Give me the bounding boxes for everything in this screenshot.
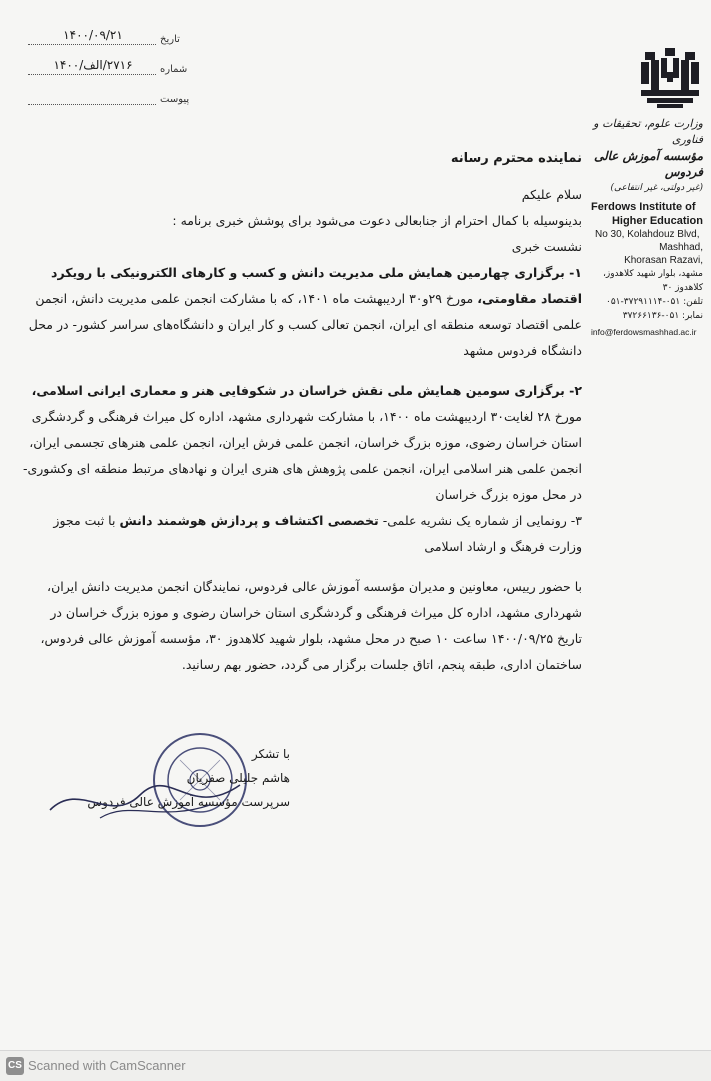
email: info@ferdowsmashhad.ac.ir: [591, 327, 697, 337]
address-en-1: No 30, Kolahdouz Blvd,: [595, 229, 700, 240]
intro: بدینوسیله با کمال احترام از جنابعالی دعوت می‌شود برای پوشش خبری برنامه :: [172, 213, 582, 228]
agenda-item-2-title: ۲- برگزاری سومین همایش ملی نقش خراسان در شکوفایی هنر و معماری ایرانی اسلامی،: [31, 383, 582, 398]
handwritten-signature-icon: [40, 770, 260, 830]
institute-name-en-2: Higher Education: [611, 215, 703, 227]
letterhead: [591, 46, 703, 337]
closing-paragraph: با حضور رییس، معاونین و مدیران مؤسسه آموزش عالی فردوس، نمایندگان انجمن مدیریت دانش ایران، شهرداری مشهد، اداره کل میراث فرهنگی و گردشگری استان خراسان رضوی و موزه بزرگ خراسان در تاریخ ۱۴۰۰/۰۹/۲۵ ساعت ۱۰ صبح در محل مشهد، بلوار شهید کلاهدوز ۳۰، مؤسسه آموزش عالی فردوس، ساختمان اداری، طبقه پنجم، اتاق جلسات برگزار می گردد، حضور بهم رسانید.: [40, 579, 582, 672]
attachment-row: [28, 88, 198, 118]
addressee: نماینده محترم رسانه: [450, 151, 582, 166]
agenda-item-3-text: با ثبت مجوز وزارت فرهنگ و ارشاد اسلامی: [53, 513, 582, 554]
institute-name-fa: مؤسسه آموزش عالی فردوس: [593, 149, 703, 179]
number-label: شماره: [160, 64, 188, 75]
signatory-name: هاشم جلیلی صفریان: [186, 771, 290, 785]
fax: نمابر: ۰۵۱-۳۷۲۶۶۱۳۶: [622, 311, 703, 321]
date-row: [28, 28, 198, 58]
agenda-item-1-title: ۱- برگزاری چهارمین همایش ملی مدیریت دانش و کسب و کارهای الکترونیکی با رویکرد اقتصاد مقاومتی،: [51, 265, 582, 306]
address-fa: مشهد، بلوار شهید کلاهدوز، کلاهدوز ۳۰: [602, 269, 703, 293]
agenda-item-3-title: تخصصی اکتشاف و پردازش هوشمند دانش: [119, 513, 379, 528]
date-label: تاریخ: [160, 34, 180, 45]
agenda-item-2: [22, 378, 582, 508]
signatory-title: سرپرست مؤسسه آموزش عالی فردوس: [87, 795, 290, 809]
agenda-item-1: [22, 260, 582, 364]
number-value: ۲۷۱۶/الف/۱۴۰۰: [53, 58, 133, 72]
number-row: [28, 58, 198, 88]
institute-logo-icon: [637, 46, 703, 110]
ministry-name: وزارت علوم، تحقیقات و فناوری: [593, 117, 703, 146]
date-value: ۱۴۰۰/۰۹/۲۱: [63, 28, 123, 42]
thanks: با تشکر: [251, 747, 290, 761]
letter-body: [22, 146, 582, 678]
agenda-item-2-text: مورخ ۲۸ لغایت۳۰ اردیبهشت ماه ۱۴۰۰، با مشارکت شهرداری مشهد، اداره کل میراث فرهنگی و گردشگری استان خراسان رضوی، موزه بزرگ خراسان، انجمن علمی فرش ایران، انجمن علمی هنرهای تجسمی ایران، انجمن علمی هنر اسلامی ایران، انجمن علمی پژوهش های هنری ایران و نهادهای مرتبط منطقه ای وکشوری- در محل موزه بزرگ خراسان: [22, 409, 582, 502]
nonprofit-note: (غیر دولتی، غیر انتفاعی): [610, 183, 703, 193]
letter-meta: [28, 28, 198, 118]
agenda-item-3-start: ۳- رونمایی از شماره یک نشریه علمی-: [382, 513, 582, 528]
address-en-3: Khorasan Razavi,: [624, 255, 703, 266]
section-title: نشست خبری: [511, 239, 582, 254]
phone: تلفن: ۰۵۱-۳۷۲۹۱۱۱۴-۰۵۱: [606, 297, 703, 307]
agenda-item-3: [22, 508, 582, 560]
scanner-footer: [0, 1050, 711, 1081]
address-en-2: Mashhad,: [659, 242, 703, 253]
agenda-item-1-text: مورخ ۲۹و۳۰ اردیبهشت ماه ۱۴۰۱، که با مشارکت انجمن علمی مدیریت دانش، انجمن علمی اقتصاد توسعه منطقه ای ایران، انجمن تعالی کسب و کار ایران و دانشگاه‌های سراسر کشور- در محل دانشگاه فردوس مشهد: [28, 291, 582, 358]
attachment-label: پیوست: [160, 94, 190, 105]
camscanner-logo-icon: CS: [6, 1057, 24, 1075]
institute-name-en-1: Ferdows Institute of: [591, 201, 696, 213]
greeting: سلام علیکم: [521, 187, 582, 202]
scanner-text: Scanned with CamScanner: [28, 1058, 186, 1073]
